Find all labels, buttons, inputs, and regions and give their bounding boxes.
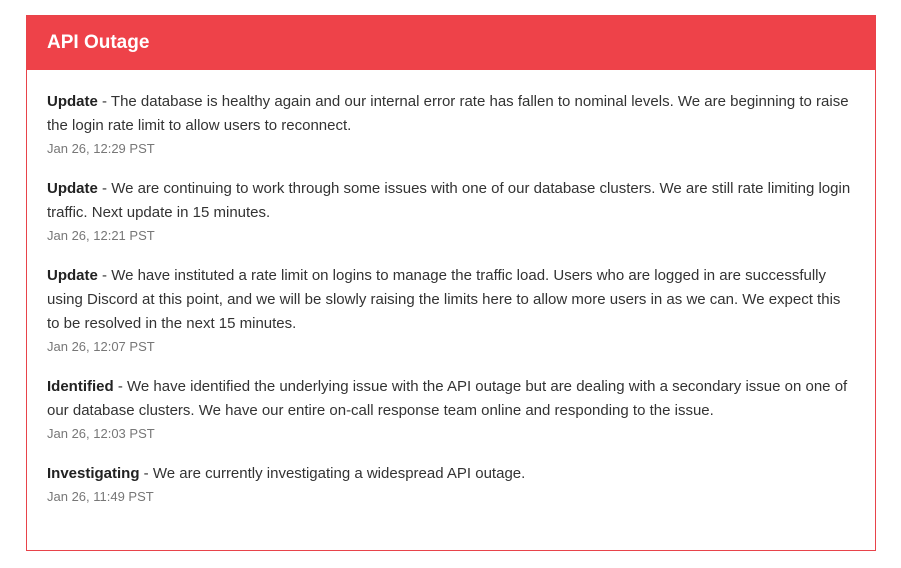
incident-updates-list xyxy=(27,70,875,506)
update-timestamp: Jan 26, 12:29 PST xyxy=(47,141,155,156)
update-separator: - xyxy=(97,267,112,284)
update-body xyxy=(47,375,855,423)
incident-title[interactable]: API Outage xyxy=(47,32,150,53)
update-message: We are currently investigating a widespread API outage. xyxy=(152,465,526,482)
update-message: We are continuing to work through some issues with one of our database clusters. We are still rate limiting login traffic. Next update in 15 minutes. xyxy=(47,180,851,221)
update-status: Identified xyxy=(47,378,114,395)
incident-update xyxy=(47,90,855,158)
incident-header xyxy=(27,16,875,70)
update-body xyxy=(47,462,855,486)
update-timestamp: Jan 26, 12:07 PST xyxy=(47,339,155,354)
update-body xyxy=(47,264,855,336)
incident-update xyxy=(47,462,855,506)
incident-update xyxy=(47,375,855,443)
update-separator: - xyxy=(139,465,153,482)
update-timestamp: Jan 26, 12:03 PST xyxy=(47,426,155,441)
update-separator: - xyxy=(113,378,128,395)
update-status: Investigating xyxy=(47,465,140,482)
update-timestamp: Jan 26, 12:21 PST xyxy=(47,228,155,243)
incident-update xyxy=(47,177,855,245)
incident-card xyxy=(26,15,876,551)
update-status: Update xyxy=(47,180,98,197)
update-body xyxy=(47,90,855,138)
update-separator: - xyxy=(97,93,111,110)
update-status: Update xyxy=(47,93,98,110)
update-body xyxy=(47,177,855,225)
update-separator: - xyxy=(97,180,112,197)
update-message: We have identified the underlying issue with the API outage but are dealing with a secondary issue on one of our database clusters. We have our entire on-call response team online and responding to the issue. xyxy=(47,378,848,419)
update-status: Update xyxy=(47,267,98,284)
incident-update xyxy=(47,264,855,356)
update-timestamp: Jan 26, 11:49 PST xyxy=(47,489,154,504)
update-message: The database is healthy again and our internal error rate has fallen to nominal levels. We are beginning to raise the login rate limit to allow users to reconnect. xyxy=(47,93,849,134)
update-message: We have instituted a rate limit on logins to manage the traffic load. Users who are logged in are successfully using Discord at this point, and we will be slowly raising the limits here to allow more users in as we can. We expect this to be resolved in the next 15 minutes. xyxy=(47,267,841,332)
